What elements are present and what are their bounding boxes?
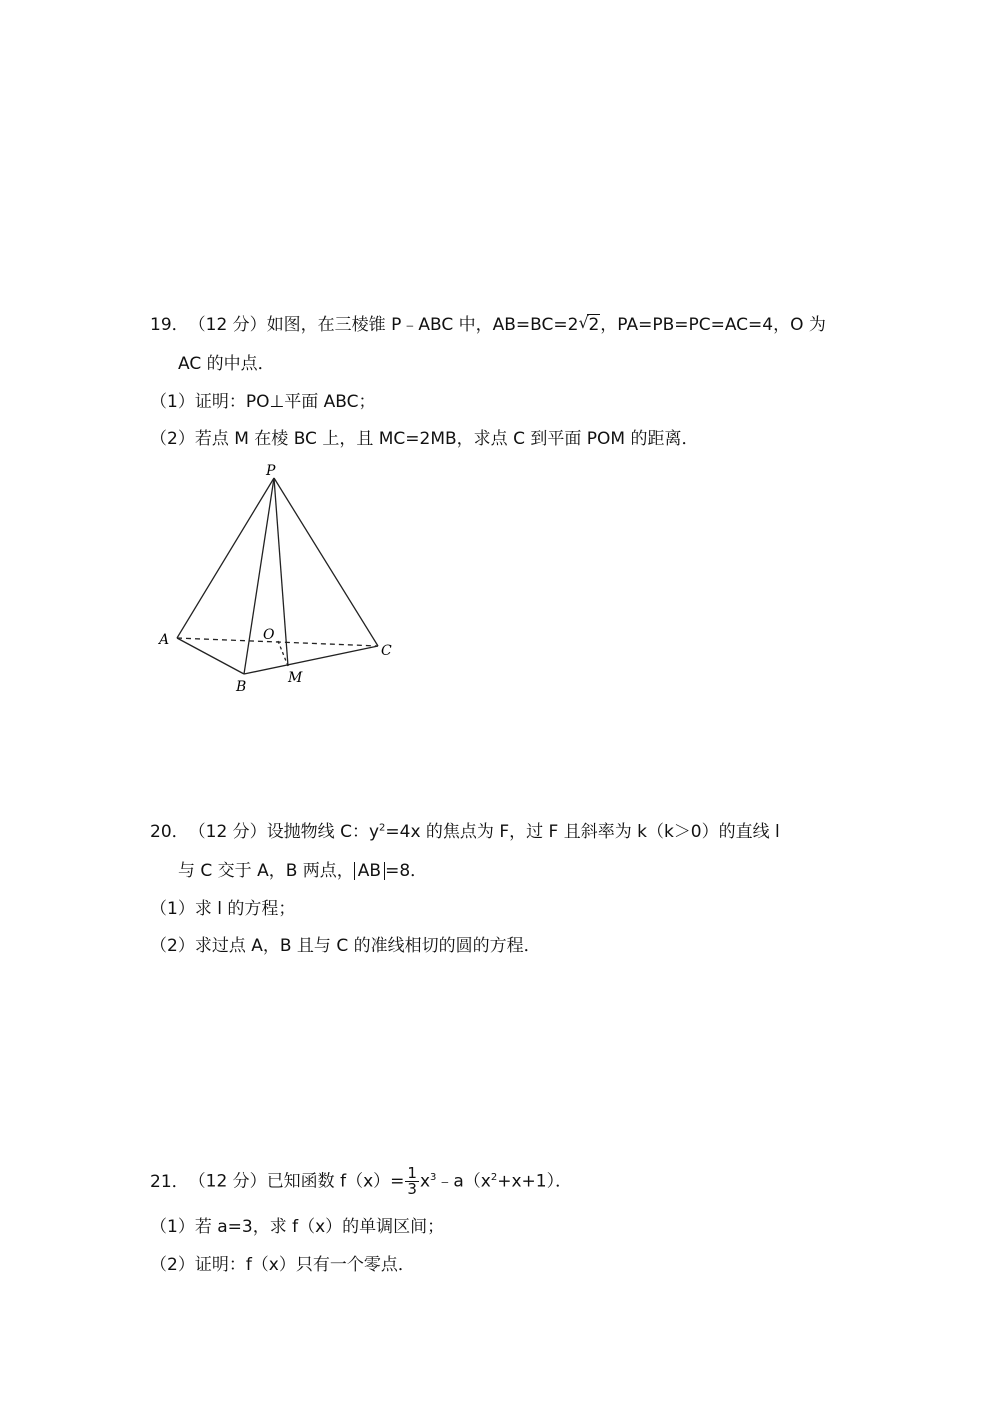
q20-line2-text-b: =8． (385, 861, 428, 881)
q21-text-a: 已知函数 f（x）= (266, 1171, 405, 1192)
q21-part1: （1）若 a=3，求 f（x）的单调区间； (150, 1217, 445, 1237)
q21-frac-numerator: 1 (407, 1164, 417, 1182)
q20-exponent: 2 (379, 822, 386, 834)
q21-exp-2: 2 (490, 1171, 498, 1183)
q20-line2-text-a: 与 C 交于 A，B 两点， (178, 861, 354, 881)
pyramid-figure (150, 460, 410, 700)
q21-number: 21． (150, 1171, 189, 1192)
label-A: A (159, 632, 170, 648)
q20-number: 20． (150, 822, 189, 842)
q19-number: 19． (150, 315, 189, 335)
q20-part2: （2）求过点 A，B 且与 C 的准线相切的圆的方程． (150, 936, 541, 956)
q19-text-b: ，PA=PB=PC=AC=4，O 为 (600, 315, 826, 335)
q20-part1: （1）求 l 的方程； (150, 899, 296, 919)
q19-score: （12 分） (188, 315, 267, 335)
q21-text-b: x (419, 1171, 430, 1192)
q19-part1: （1）证明：PO⊥平面 ABC； (150, 392, 376, 412)
q21-fraction (405, 1166, 419, 1197)
q19-sqrt-value: 2 (588, 315, 600, 335)
q20-line2 (178, 859, 427, 883)
q20-score: （12 分） (188, 822, 267, 842)
q20-line1 (150, 820, 780, 844)
q21-text-d: +x+1）． (497, 1171, 573, 1192)
q19-line2: AC 的中点． (178, 354, 275, 374)
label-C: C (381, 643, 392, 659)
edge-PM (274, 478, 288, 666)
edge-AB (177, 638, 244, 674)
label-O: O (263, 627, 275, 643)
q19-line1 (150, 313, 826, 337)
q21-text-c: ﹣a（x (436, 1171, 491, 1192)
q20-abs-AB: AB (354, 862, 385, 880)
q20-text-b: =4x 的焦点为 F，过 F 且斜率为 k（k＞0）的直线 l (385, 822, 780, 842)
label-B: B (236, 679, 247, 695)
radical-icon: √ (578, 313, 589, 332)
q21-exp-3: 3 (430, 1171, 437, 1183)
q19-part2: （2）若点 M 在棱 BC 上，且 MC=2MB，求点 C 到平面 POM 的距离． (150, 429, 699, 449)
edge-AC-hidden (177, 638, 378, 646)
edge-PB (244, 478, 274, 674)
edge-BC (244, 646, 378, 674)
q21-part2: （2）证明：f（x）只有一个零点． (150, 1255, 415, 1275)
q21-frac-denominator: 3 (407, 1180, 417, 1198)
q21-score: （12 分） (188, 1171, 267, 1192)
q19-text-a: 如图，在三棱锥 P﹣ABC 中，AB=BC=2 (266, 315, 579, 335)
edge-PA (177, 478, 274, 638)
q20-text-a: 设抛物线 C：y (266, 822, 380, 842)
q21-line1 (150, 1166, 572, 1197)
edge-PC (274, 478, 378, 646)
label-M: M (288, 670, 303, 686)
label-P: P (266, 463, 276, 479)
sqrt-symbol (578, 313, 600, 337)
